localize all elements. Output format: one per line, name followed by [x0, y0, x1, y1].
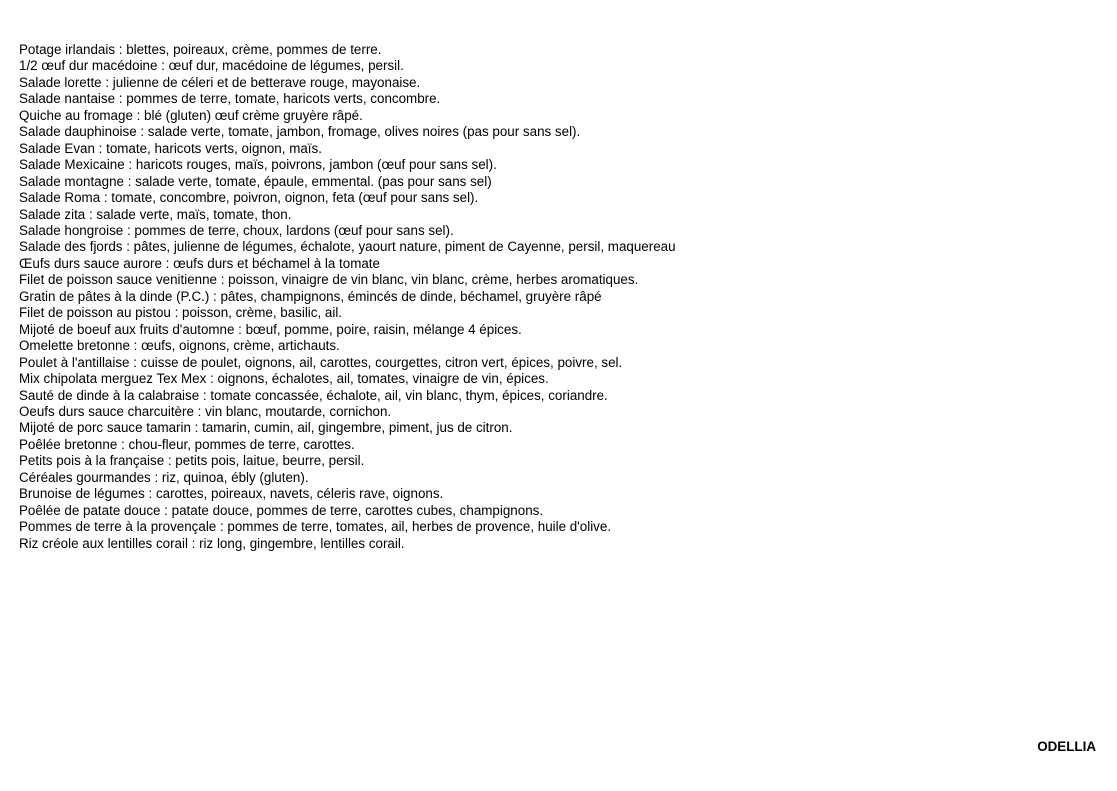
ingredient-line-oeufs-charcuitere: Oeufs durs sauce charcuitère : vin blanc, moutarde, cornichon. [19, 403, 392, 419]
ingredient-line-oeuf-macedoine: 1/2 œuf dur macédoine : œuf dur, macédoine de légumes, persil. [19, 58, 404, 74]
ingredient-line-salade-nantaise: Salade nantaise : pommes de terre, tomate, haricots verts, concombre. [19, 91, 441, 107]
ingredient-line-cereales: Céréales gourmandes : riz, quinoa, ébly (gluten). [19, 469, 309, 485]
ingredient-line-brunoise: Brunoise de légumes : carottes, poireaux, navets, céleris rave, oignons. [19, 486, 444, 502]
ingredient-line-saute-dinde: Sauté de dinde à la calabraise : tomate concassée, échalote, ail, vin blanc, thym, épices, coriandre. [19, 387, 608, 403]
ingredient-line-poulet-antillaise: Poulet à l'antillaise : cuisse de poulet, oignons, ail, carottes, courgettes, citron vert, épices, poivre, sel. [19, 354, 623, 370]
ingredient-line-salade-montagne: Salade montagne : salade verte, tomate, épaule, emmental. (pas pour sans sel) [19, 173, 492, 189]
ingredient-line-poelee-bretonne: Poêlée bretonne : chou-fleur, pommes de terre, carottes. [19, 436, 355, 452]
ingredient-line-poisson-venitienne: Filet de poisson sauce venitienne : poisson, vinaigre de vin blanc, vin blanc, crème, herbes aromatiques. [19, 272, 639, 288]
ingredient-line-petits-pois: Petits pois à la française : petits pois, laitue, beurre, persil. [19, 453, 365, 469]
ingredient-line-poisson-pistou: Filet de poisson au pistou : poisson, crème, basilic, ail. [19, 305, 343, 321]
ingredient-line-salade-hongroise: Salade hongroise : pommes de terre, choux, lardons (œuf pour sans sel). [19, 222, 454, 238]
ingredient-list [19, 42, 676, 552]
ingredient-line-potage-irlandais: Potage irlandais : blettes, poireaux, crème, pommes de terre. [19, 42, 382, 57]
ingredient-line-salade-mexicaine: Salade Mexicaine : haricots rouges, maïs, poivrons, jambon (œuf pour sans sel). [19, 157, 497, 173]
ingredient-line-pommes-provencale: Pommes de terre à la provençale : pommes de terre, tomates, ail, herbes de provence, huile d'olive. [19, 519, 612, 535]
ingredient-line-quiche-fromage: Quiche au fromage : blé (gluten) œuf crème gruyère râpé. [19, 107, 363, 123]
ingredient-line-mix-chipolata: Mix chipolata merguez Tex Mex : oignons, échalotes, ail, tomates, vinaigre de vin, épices. [19, 371, 549, 387]
ingredient-line-salade-fjords: Salade des fjords : pâtes, julienne de légumes, échalote, yaourt nature, piment de Cayenne, persil, maquereau [19, 239, 676, 255]
ingredient-line-mijote-boeuf: Mijoté de boeuf aux fruits d'automne : bœuf, pomme, poire, raisin, mélange 4 épices. [19, 321, 522, 337]
ingredient-line-salade-roma: Salade Roma : tomate, concombre, poivron, oignon, feta (œuf pour sans sel). [19, 190, 479, 206]
ingredient-line-mijote-porc: Mijoté de porc sauce tamarin : tamarin, cumin, ail, gingembre, piment, jus de citron. [19, 420, 513, 436]
ingredient-line-oeufs-aurore: Œufs durs sauce aurore : œufs durs et béchamel à la tomate [19, 255, 380, 271]
ingredient-line-patate-douce: Poêlée de patate douce : patate douce, pommes de terre, carottes cubes, champignons. [19, 502, 544, 518]
ingredient-line-omelette-bretonne: Omelette bretonne : œufs, oignons, crème, artichauts. [19, 338, 340, 354]
ingredient-line-salade-zita: Salade zita : salade verte, maïs, tomate, thon. [19, 206, 292, 222]
footer-brand: ODELLIA [1037, 739, 1096, 754]
ingredient-line-salade-evan: Salade Evan : tomate, haricots verts, oignon, maïs. [19, 140, 322, 156]
ingredient-line-salade-lorette: Salade lorette : julienne de céleri et de betterave rouge, mayonaise. [19, 74, 421, 90]
ingredient-line-salade-dauphinoise: Salade dauphinoise : salade verte, tomate, jambon, fromage, olives noires (pas pour sans sel). [19, 124, 581, 140]
ingredient-line-gratin-dinde: Gratin de pâtes à la dinde (P.C.) : pâtes, champignons, émincés de dinde, béchamel, gruyère râpé [19, 288, 602, 304]
ingredient-line-riz-creole: Riz créole aux lentilles corail : riz long, gingembre, lentilles corail. [19, 535, 405, 551]
